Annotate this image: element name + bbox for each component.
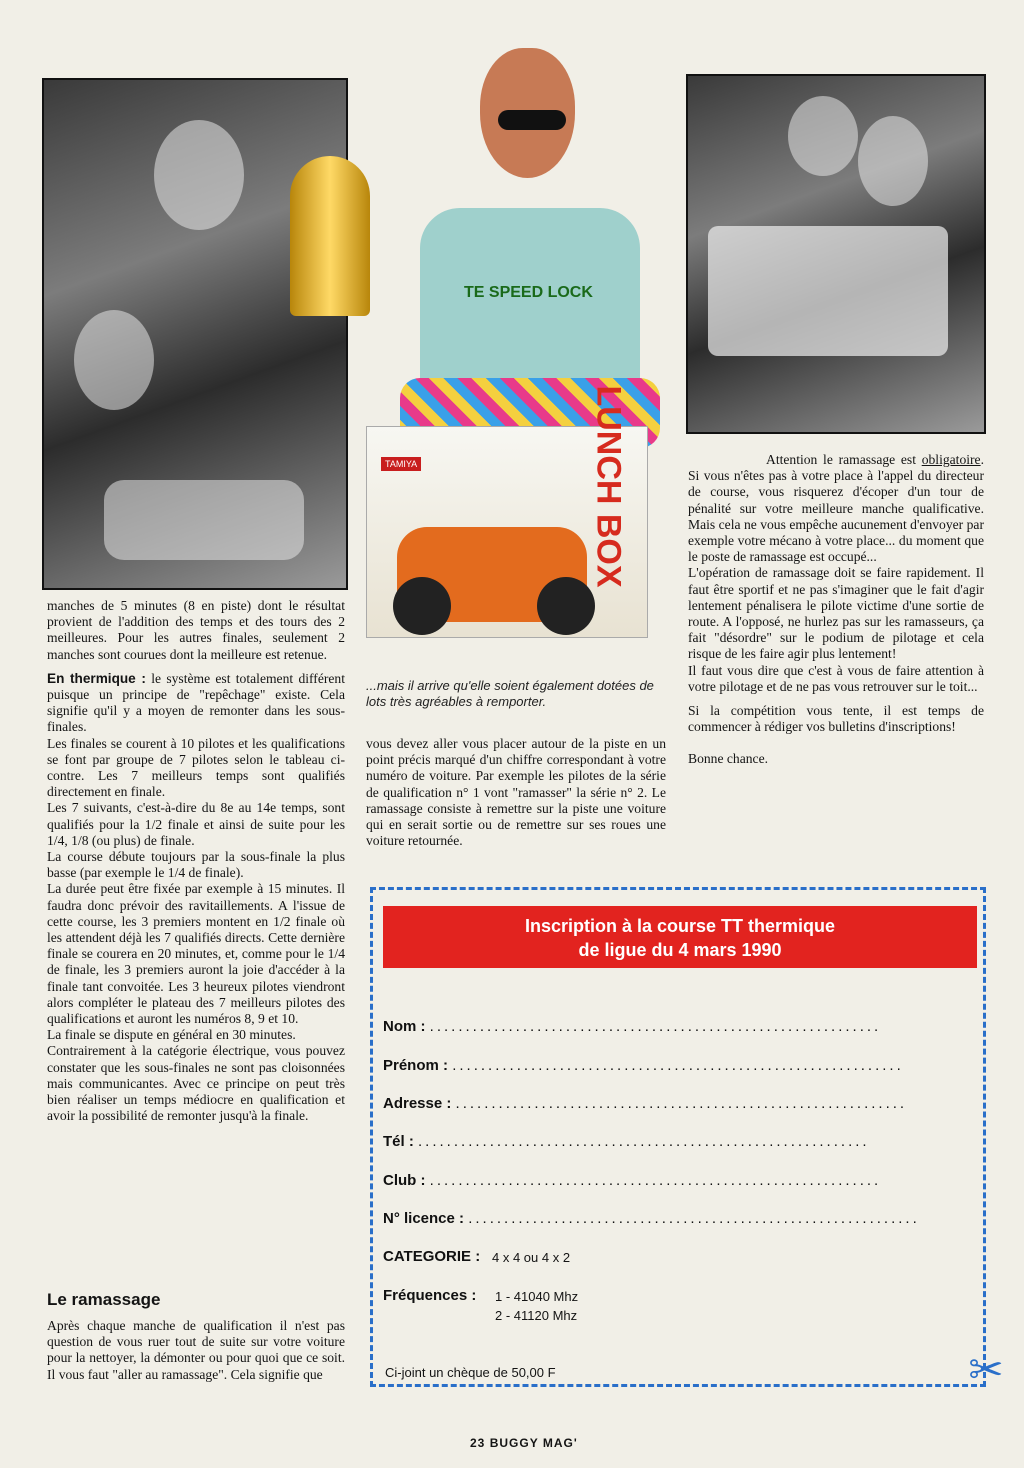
article-column-right — [688, 452, 984, 768]
paragraph-lead: En thermique : — [47, 670, 146, 686]
photo-winners-left — [42, 78, 348, 590]
scissors-icon: ✂ — [968, 1345, 1004, 1394]
coupon-title — [383, 906, 977, 968]
paragraph: Les 7 suivants, c'est-à-dire du 8e au 14e temps, sont qualifiés pour la 1/2 finale et ainsi de suite pour les 1/4, 1/8 (ou plus) de finale. — [47, 800, 345, 848]
field-dots: ............................................................... — [468, 1210, 920, 1227]
paragraph — [688, 452, 984, 565]
paragraph: Contrairement à la catégorie électrique, vous pouvez constater que les sous-finales ne sont pas cloisonnées mais communicantes. Avec ce principe on peut très bien réaliser un temps médiocre en qualification et avoir la possibilité de remonter jusqu'à la finale. — [47, 1043, 345, 1124]
paragraph-text: Attention le ramassage est — [766, 452, 922, 467]
field-label: Fréquences : — [383, 1287, 477, 1304]
field-dots: ............................................................... — [452, 1057, 904, 1074]
paragraph-text: . Si vous n'êtes pas à votre place à l'appel du directeur de course, vous risquerez d'écoper d'un tour de pénalité sur votre meilleure manche qualificative. Mais cela ne vous empêche aucunement d'envoyer par exemple votre mécano à votre place... du moment que le poste de ramassage est occupé... — [688, 452, 984, 565]
paragraph — [47, 671, 345, 736]
name-field[interactable] — [383, 1018, 973, 1035]
photo-winner-trophy — [360, 48, 682, 638]
field-dots: ............................................................... — [429, 1172, 882, 1189]
paragraph-text: le système est totalement différent puisque un principe de "repêchage" existe. Cela signifie qu'il y a moyen de remonter dans les sous-finales. — [47, 670, 345, 735]
paragraph: Il faut vous dire que c'est à vous de faire attention à votre pilotage et de ne pas vous retrouver sur le toit... — [688, 662, 984, 694]
section-heading: Le ramassage — [47, 1290, 161, 1309]
photo-caption: ...mais il arrive qu'elle soient également dotées de lots très agréables à remporter. — [366, 678, 654, 709]
underlined-word: obligatoire — [921, 452, 981, 467]
field-dots: ............................................................... — [455, 1095, 908, 1112]
paragraph: Les finales se courent à 10 pilotes et les qualifications se font par groupe de 7 pilotes selon le tableau ci-contre. Les 7 meilleurs temps sont qualifiés directement en finale. — [47, 735, 345, 800]
field-dots: ............................................................... — [429, 1018, 882, 1035]
paragraph: La finale se dispute en général en 30 minutes. — [47, 1027, 296, 1043]
paragraph: vous devez aller vous placer autour de la piste en un point précis marqué d'un chiffre correspondant à votre numéro de voiture. Par exemple les pilotes de la série de qualification n° 1 vont "ramasser" la série n° 2. Le ramassage consiste à remettre sur la piste une voiture qui en serait sortie ou de remettre sur ses roues une voiture retournée. — [366, 736, 666, 849]
paragraph: manches de 5 minutes (8 en piste) dont le résultat provient de l'addition des temps et des tours des 2 meilleures. Pour les autres finales, seulement 2 manches sont courues dont la meilleure est retenue. — [47, 598, 345, 662]
photo-winners-right — [686, 74, 986, 434]
paragraph: L'opération de ramassage doit se faire rapidement. Il faut être sportif et ne pas s'imaginer que le fait d'agir lentement pénalisera le pilote victime d'une sortie de route. A l'opposé, ne hurlez pas sur les ramasseurs, ça fait "désordre" sur le podium de pilotage et cela risque de les faire agir plus lentement! — [688, 565, 984, 662]
category-value: 4 x 4 ou 4 x 2 — [492, 1250, 571, 1265]
article-column-left — [47, 598, 345, 1125]
coupon-title-line: Inscription à la course TT thermique — [524, 916, 836, 936]
frequency-option: 2 - 41120 Mhz — [495, 1308, 578, 1323]
field-label: Nom : — [383, 1018, 426, 1035]
page-footer — [470, 1436, 578, 1450]
category-field[interactable] — [383, 1248, 973, 1265]
field-label: Prénom : — [383, 1057, 449, 1074]
paragraph: Si la compétition vous tente, il est temps de commencer à rédiger vos bulletins d'inscriptions! — [688, 703, 984, 735]
paragraph: La course débute toujours par la sous-finale la plus basse (par exemple le 1/4 de finale). — [47, 849, 345, 881]
coupon-title-line: de ligue du 4 mars 1990 — [578, 940, 782, 960]
first-name-field[interactable] — [383, 1057, 973, 1074]
frequency-field[interactable] — [383, 1287, 973, 1304]
magazine-name: BUGGY MAG' — [489, 1436, 578, 1450]
cheque-note: Ci-joint un chèque de 50,00 F — [385, 1365, 556, 1380]
sunglasses — [498, 110, 566, 130]
frequency-option: 1 - 41040 Mhz — [495, 1289, 579, 1304]
box-brand: TAMIYA — [381, 457, 421, 471]
wheel-shape — [393, 577, 451, 635]
paragraph: La durée peut être fixée par exemple à 15 minutes. Il faudra donc prévoir des ravitaillements. A l'issue de cette course, les 3 premiers montent en 1/2 finale où les attendent déjà les 7 qualifiés directs. Cette dernière finale se courera en 20 minutes, et, comme pour le 1/4 de finale, les 3 premiers auront la joie d'accéder à la finale tant convoitée. Les 3 heureux pilotes viendront alors compléter le plateau des 7 meilleurs pilotes des qualifications et auront les numéros 8, 9 et 10. — [47, 881, 345, 1027]
paragraph: Bonne chance. — [688, 751, 769, 767]
field-label: Tél : — [383, 1133, 414, 1150]
license-field[interactable] — [383, 1210, 973, 1227]
trophy-image — [290, 156, 370, 316]
club-field[interactable] — [383, 1172, 973, 1189]
field-label: N° licence : — [383, 1210, 465, 1227]
field-label: Adresse : — [383, 1095, 452, 1112]
field-label: Club : — [383, 1172, 426, 1189]
article-column-middle — [366, 736, 666, 849]
address-field[interactable] — [383, 1095, 973, 1112]
wheel-shape — [537, 577, 595, 635]
shirt-print: TE SPEED LOCK — [464, 284, 593, 301]
field-dots: ............................................................... — [418, 1133, 870, 1150]
article-column-left-continued — [47, 1318, 345, 1383]
phone-field[interactable] — [383, 1133, 973, 1150]
paragraph: Après chaque manche de qualification il n'est pas question de vous ruer tout de suite sur votre voiture pour la nettoyer, la démonter ou pour quoi que ce soit. Il vous faut "aller au ramassage". Cela signifie que — [47, 1318, 345, 1382]
field-label: CATEGORIE : — [383, 1248, 481, 1265]
model-kit-box — [366, 385, 648, 638]
box-title: LUNCH BOX — [589, 385, 628, 588]
page-number: 23 — [470, 1436, 486, 1450]
registration-coupon — [370, 887, 986, 1387]
